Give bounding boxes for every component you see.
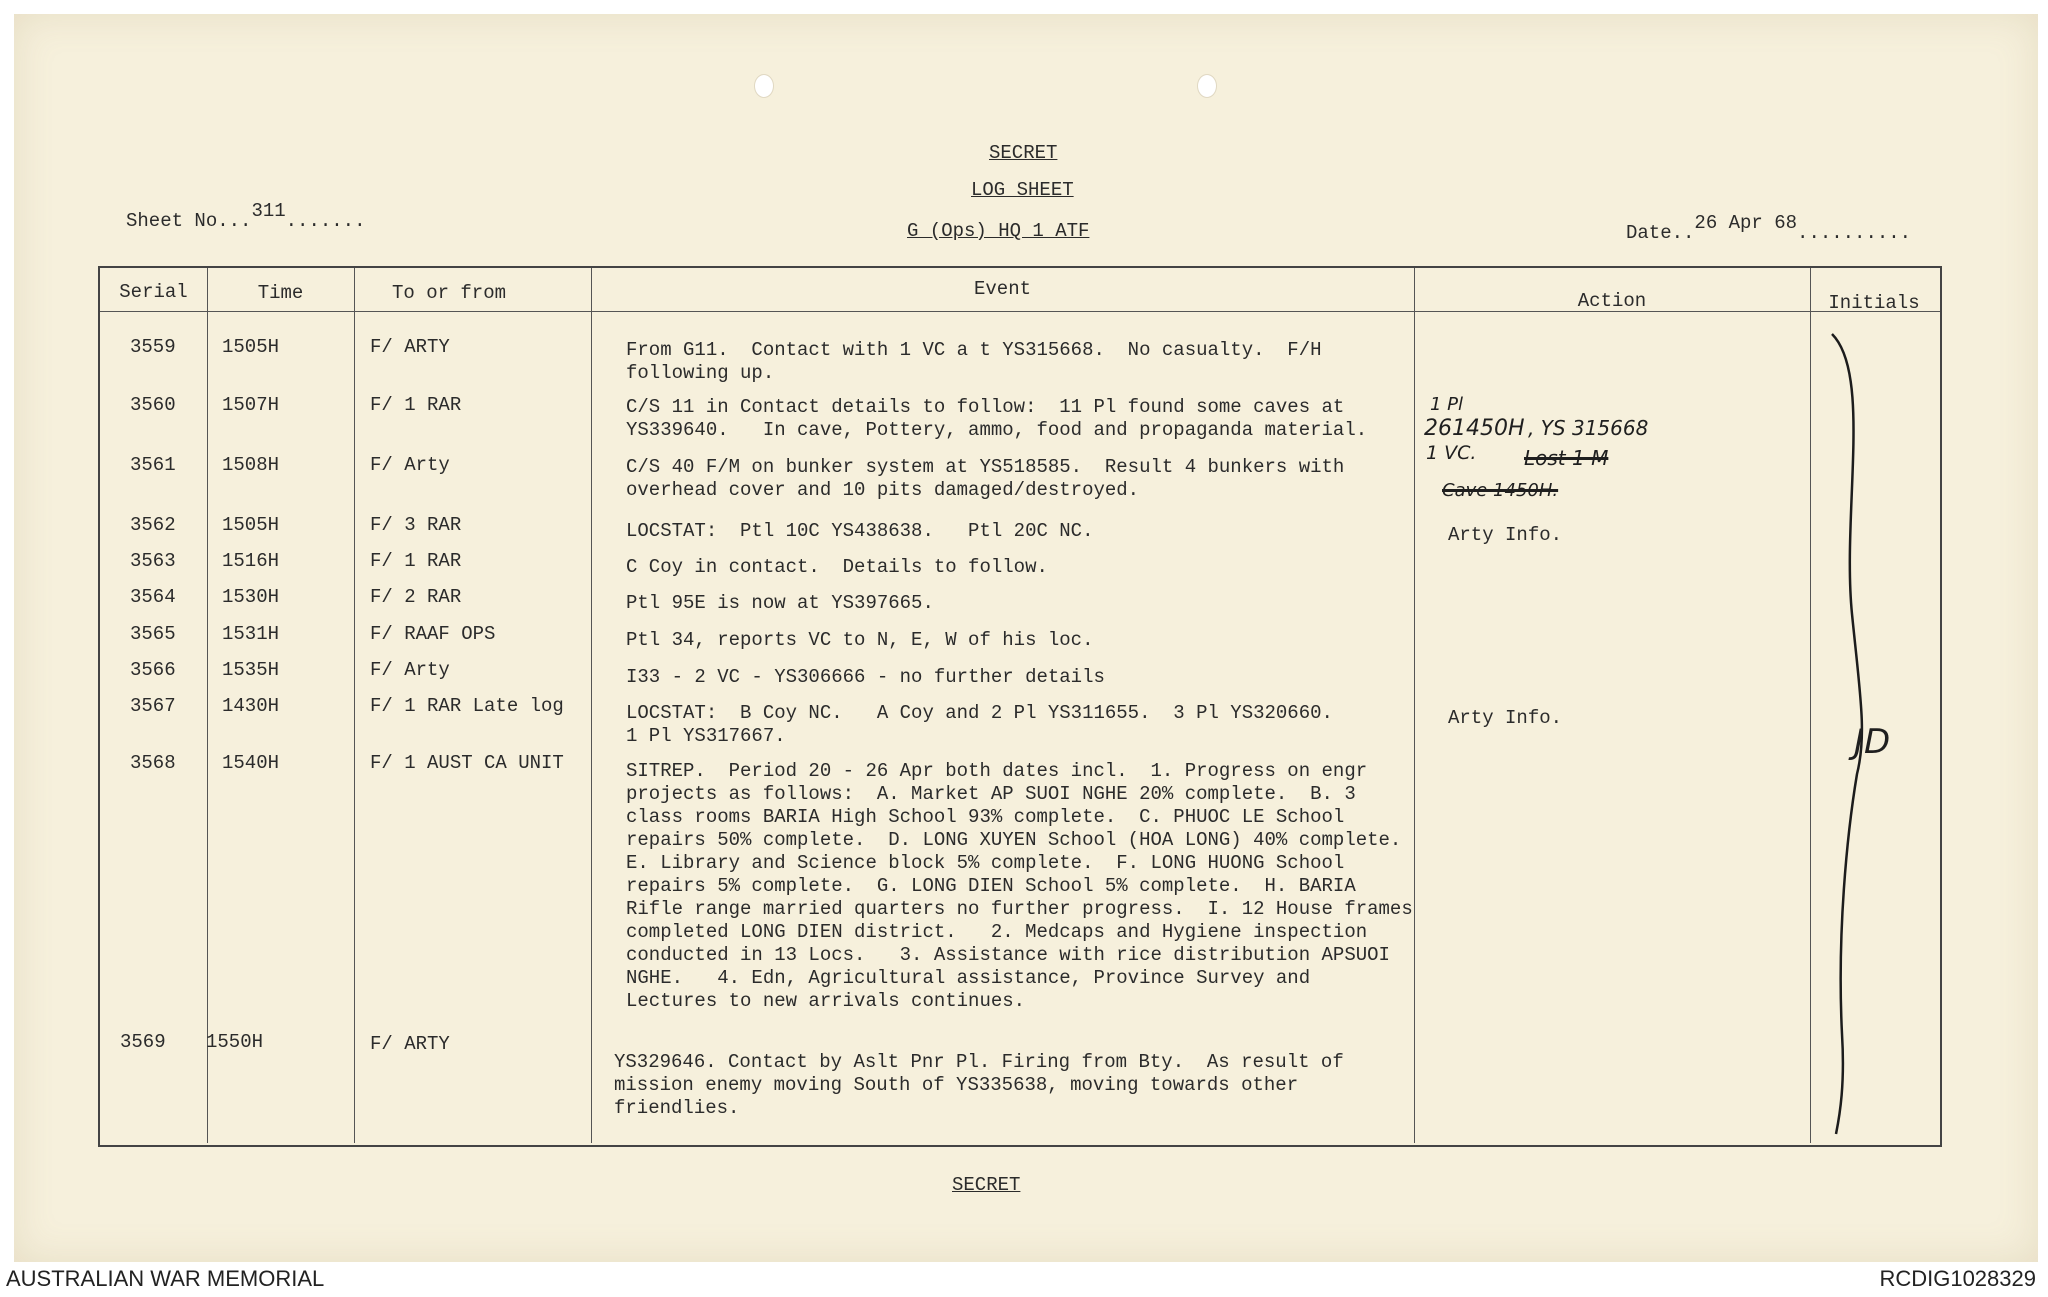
row-action: Arty Info. [1448, 707, 1563, 729]
row-serial: 3559 [130, 336, 176, 358]
handwritten-note: 1 VC. [1426, 442, 1477, 464]
row-time: 1508H [222, 454, 280, 476]
row-serial: 3564 [130, 586, 176, 608]
row-event: SITREP. Period 20 - 26 Apr both dates incl. 1. Progress on engr projects as follows: A. Market AP SUOI NGHE 20% complete. B. 3 class rooms BARIA High School 93% complete. C. PHUOC LE School repairs 50% complete. D. LONG XUYEN School (HOA LONG) 40% complete. E. Library and Science block 5% complete. F. LONG HUONG School repairs 5% complete. G. LONG DIEN School 5% complete. H. BARIA Rifle range married quarters no further progress. I. 12 House frames completed LONG DIEN district. 2. Medcaps and Hygiene inspection conducted in 13 Locs. 3. Assistance with rice distribution APSUOI NGHE. 4. Edn, Agricultural assistance, Province Survey and Lectures to new arrivals continues. [626, 760, 1413, 1012]
col-divider [354, 268, 355, 1143]
col-divider [591, 268, 592, 1143]
col-divider [207, 268, 208, 1143]
row-from: F/ 1 RAR [370, 550, 462, 572]
log-sheet-paper [14, 14, 2038, 1262]
row-event: From G11. Contact with 1 VC a t YS315668. No casualty. F/H following up. [626, 339, 1322, 384]
col-header-initials: Initials [1828, 292, 1920, 314]
row-event: LOCSTAT: Ptl 10C YS438638. Ptl 20C NC. [626, 520, 1094, 542]
row-event: YS329646. Contact by Aslt Pnr Pl. Firing from Bty. As result of mission enemy moving South of YS335638, moving towards other friendlies. [614, 1051, 1344, 1119]
row-from: F/ Arty [370, 659, 450, 681]
row-from: F/ 3 RAR [370, 514, 462, 536]
row-time: 1430H [222, 695, 280, 717]
row-from: F/ ARTY [370, 1033, 450, 1055]
handwritten-crossed-out: Lost 1 M [1524, 446, 1609, 470]
row-event: C Coy in contact. Details to follow. [626, 556, 1048, 578]
row-from: F/ 1 AUST CA UNIT [370, 752, 564, 774]
row-event: LOCSTAT: B Coy NC. A Coy and 2 Pl YS311655. 3 Pl YS320660. 1 Pl YS317667. [626, 702, 1333, 747]
row-serial: 3563 [130, 550, 176, 572]
col-header-action: Action [1577, 290, 1647, 312]
row-time: 1535H [222, 659, 280, 681]
archive-reference: RCDIG1028329 [1879, 1266, 2036, 1291]
row-action: Arty Info. [1448, 524, 1563, 546]
log-date: 26 Apr 68 [1694, 212, 1798, 234]
row-serial: 3565 [130, 623, 176, 645]
sheet-number: 311 [251, 200, 286, 222]
row-time: 1540H [222, 752, 280, 774]
sheet-title: LOG SHEET [971, 179, 1074, 201]
handwritten-note: 1 Pl [1430, 394, 1464, 415]
date-label: Date..26 Apr 68.......... [1626, 212, 1912, 244]
row-from: F/ 1 RAR Late log [370, 695, 564, 717]
handwritten-note: 261450H [1424, 416, 1525, 441]
row-event: C/S 11 in Contact details to follow: 11 Pl found some caves at YS339640. In cave, Pottery, ammo, food and propaganda material. [626, 396, 1368, 441]
row-from: F/ RAAF OPS [370, 623, 496, 645]
row-time: 1505H [222, 336, 280, 358]
row-time: 1531H [222, 623, 280, 645]
row-event: I33 - 2 VC - YS306666 - no further details [626, 666, 1105, 688]
col-divider [1810, 268, 1811, 1143]
row-time: 1530H [222, 586, 280, 608]
row-serial: 3569 [120, 1031, 166, 1053]
row-serial: 3560 [130, 394, 176, 416]
punch-hole [1197, 74, 1217, 98]
initials-signature: JD [1854, 722, 1891, 762]
handwritten-crossed-out: Cave 1450H. [1442, 480, 1559, 501]
row-time: 1550H [206, 1031, 264, 1053]
classification-top: SECRET [989, 142, 1058, 164]
col-header-event: Event [973, 278, 1031, 300]
punch-hole [754, 74, 774, 98]
row-serial: 3568 [130, 752, 176, 774]
row-serial: 3567 [130, 695, 176, 717]
col-header-from: To or from [391, 282, 507, 304]
classification-bottom: SECRET [952, 1174, 1021, 1196]
col-header-serial: Serial [119, 281, 188, 303]
sheet-number-label: Sheet No...311....... [126, 200, 366, 232]
row-time: 1516H [222, 550, 280, 572]
row-event: Ptl 95E is now at YS397665. [626, 592, 934, 614]
row-event: C/S 40 F/M on bunker system at YS518585. Result 4 bunkers with overhead cover and 10 pits damaged/destroyed. [626, 456, 1345, 501]
row-serial: 3566 [130, 659, 176, 681]
row-from: F/ Arty [370, 454, 450, 476]
row-from: F/ ARTY [370, 336, 450, 358]
col-divider [1414, 268, 1415, 1143]
row-time: 1507H [222, 394, 280, 416]
row-time: 1505H [222, 514, 280, 536]
col-header-time: Time [257, 282, 304, 304]
row-serial: 3561 [130, 454, 176, 476]
archive-label: AUSTRALIAN WAR MEMORIAL [6, 1266, 325, 1291]
row-event: Ptl 34, reports VC to N, E, W of his loc. [626, 629, 1094, 651]
unit-name: G (Ops) HQ 1 ATF [907, 220, 1090, 242]
row-from: F/ 1 RAR [370, 394, 462, 416]
handwritten-note: , YS 315668 [1528, 416, 1649, 440]
row-from: F/ 2 RAR [370, 586, 462, 608]
row-serial: 3562 [130, 514, 176, 536]
